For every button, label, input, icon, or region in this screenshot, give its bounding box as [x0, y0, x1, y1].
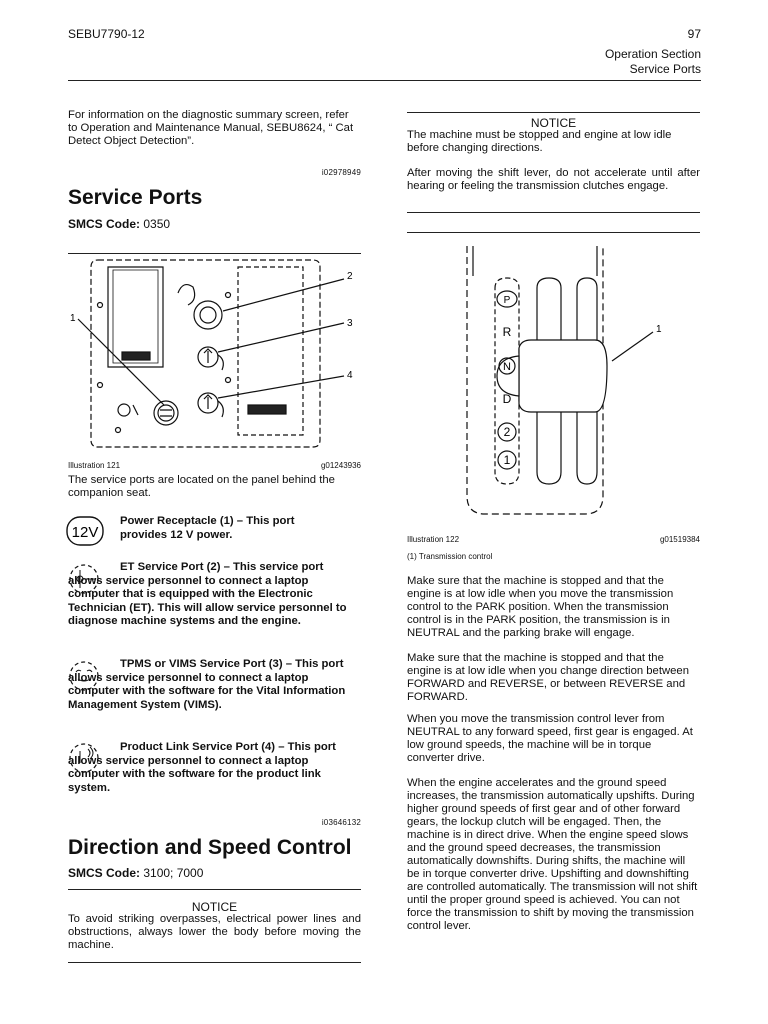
gear-d: D [502, 392, 512, 406]
notice-text: To avoid striking overpasses, electrical power lines and obstructions, always lower the body before moving the machine. [68, 913, 361, 951]
section-title-service-ports: Service Ports [68, 186, 203, 209]
callout-3: 3 [347, 318, 353, 329]
illustration-122-label: Illustration 122 [407, 535, 460, 544]
callout-2: 2 [347, 271, 353, 282]
paragraph-forward: When you move the transmission control lever from NEUTRAL to any forward speed, first gear is engaged. At low ground speeds, the machine will be in torque converter drive. [407, 713, 693, 764]
document-id: SEBU7790-12 [68, 27, 145, 41]
transmission-control-illustration [407, 236, 700, 526]
illustration-121-label: Illustration 121 [68, 461, 121, 470]
illustration-122-caption: (1) Transmission control [407, 552, 493, 561]
smcs-code [68, 866, 203, 880]
illustration-top-rule [68, 253, 361, 254]
notice-top-rule [68, 889, 361, 890]
notice-paragraph-2: After moving the shift lever, do not accelerate until after hearing or feeling the transmission clutches engage. [407, 167, 700, 192]
illustration-121-code: g01243936 [320, 461, 361, 470]
intro-paragraph: For information on the diagnostic summary screen, refer to Operation and Maintenance Manual, SEBU8624, “ Cat Detect Object Detection”. [68, 109, 354, 147]
header-rule [68, 80, 701, 81]
callout-4: 4 [347, 370, 353, 381]
notice-bottom-rule [407, 212, 700, 213]
page-number: 97 [687, 27, 701, 41]
smcs-code [68, 217, 170, 231]
callout-1: 1 [656, 324, 662, 335]
power-receptacle-text: Power Receptacle (1) – This port provides 12 V power. [120, 515, 295, 541]
et-service-port-text: ET Service Port (2) – This service port allows service personnel to connect a laptop computer that is equipped with the Electronic Technician (ET). This will allow service personnel to diagnose machine systems and the engine. [68, 561, 347, 627]
notice-paragraph-1: The machine must be stopped and engine at low idle before changing directions. [407, 129, 672, 154]
paragraph-park: Make sure that the machine is stopped and that the engine is at low idle when you move the transmission control to the PARK position. When the transmission control is in the PARK position, the transmission is in NEUTRAL and the parking brake will engage. [407, 575, 674, 639]
svg-text:12V: 12V [71, 524, 99, 541]
paragraph-shifting: When the engine accelerates and the ground speed increases, the transmission automatically upshifts. During higher ground speeds of first gear and of other forward gears, the lockup clutch will be engaged. Then, the machine is in direct drive. When the engine speed slows and the ground speed decreases, the transmission automatically downshifts. During shifts, the machine will be in torque converter drive. Upshifting and downshifting are controlled automatically. The transmission will not shift until the proper ground speed is achieved. You can not force the transmission to shift by moving the transmission control lever. [407, 777, 698, 932]
smcs-label: SMCS Code: [68, 866, 140, 880]
smcs-value: 3100; 7000 [143, 866, 204, 880]
notice-title: NOTICE [191, 900, 238, 914]
notice-title: NOTICE [530, 116, 577, 130]
section-name: Operation Section [604, 47, 701, 61]
paragraph-direction: Make sure that the machine is stopped and that the engine is at low idle when you change direction between FORWARD and REVERSE, or between REVERSE and FORWARD. [407, 652, 689, 703]
callout-1: 1 [70, 313, 76, 324]
service-panel-illustration [68, 255, 361, 455]
notice-bottom-rule [68, 962, 361, 963]
gear-1: 1 [503, 453, 511, 467]
illustration-top-rule [407, 232, 700, 233]
gear-n: N [503, 361, 511, 373]
notice-top-rule [407, 112, 700, 113]
section-title-direction-speed: Direction and Speed Control [68, 836, 352, 859]
reference-id: i02978949 [321, 168, 361, 177]
product-link-port-text: Product Link Service Port (4) – This port allows service personnel to connect a laptop computer with the software for the product link system. [68, 741, 336, 794]
gear-p: P [503, 295, 511, 306]
smcs-value: 0350 [143, 217, 171, 231]
illustration-122-code: g01519384 [659, 535, 700, 544]
power-12v-icon [66, 516, 104, 546]
illustration-121-text: The service ports are located on the panel behind the companion seat. [68, 474, 335, 499]
subsection-name: Service Ports [629, 62, 701, 76]
smcs-label: SMCS Code: [68, 217, 140, 231]
gear-r: R [502, 325, 512, 339]
vims-service-port-text: TPMS or VIMS Service Port (3) – This port allows service personnel to connect a laptop computer with the software for the Vital Information Management System (VIMS). [68, 658, 346, 711]
reference-id: i03646132 [321, 818, 361, 827]
gear-2: 2 [503, 425, 511, 439]
